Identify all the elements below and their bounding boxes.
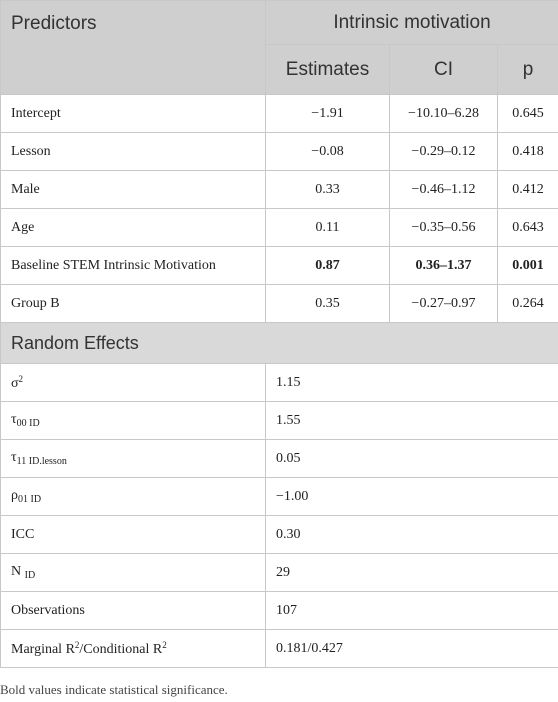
predictors-header: Predictors <box>1 1 266 95</box>
p-cell: 0.412 <box>498 171 558 209</box>
predictor-label: Intercept <box>1 95 266 133</box>
estimate-cell: 0.35 <box>266 285 390 323</box>
random-effects-header: Random Effects <box>1 323 558 364</box>
p-cell: 0.645 <box>498 95 558 133</box>
table-row <box>1 209 558 247</box>
intrinsic-motivation-header: Intrinsic motivation <box>266 1 558 45</box>
estimate-cell: 0.11 <box>266 209 390 247</box>
rho01-label: $\rho_{01 ID}$ <box>1 478 266 516</box>
icc-label: ICC <box>1 516 266 554</box>
ci-header: CI <box>390 45 498 95</box>
estimate-cell: −1.91 <box>266 95 390 133</box>
predictor-label: Male <box>1 171 266 209</box>
table-row <box>1 478 558 516</box>
predictor-label: Age <box>1 209 266 247</box>
table-row <box>1 402 558 440</box>
predictor-label: Lesson <box>1 133 266 171</box>
table-row <box>1 247 558 285</box>
table-row <box>1 554 558 592</box>
table-row <box>1 440 558 478</box>
estimate-cell: 0.87 <box>266 247 390 285</box>
icc-value: 0.30 <box>266 516 558 554</box>
p-cell: 0.001 <box>498 247 558 285</box>
tau11-value: 0.05 <box>266 440 558 478</box>
observations-label: Observations <box>1 592 266 630</box>
estimates-header: Estimates <box>266 45 390 95</box>
sigma-squared-label: $\sigma^2$ <box>1 364 266 402</box>
estimate-cell: 0.33 <box>266 171 390 209</box>
p-cell: 0.418 <box>498 133 558 171</box>
n-id-value: 29 <box>266 554 558 592</box>
sigma-squared-value: 1.15 <box>266 364 558 402</box>
table-row <box>1 95 558 133</box>
r-squared-label: Marginal $R^2$/Conditional $R^2$ <box>1 630 266 668</box>
ci-cell: −0.27–0.97 <box>390 285 498 323</box>
ci-cell: −0.29–0.12 <box>390 133 498 171</box>
p-cell: 0.643 <box>498 209 558 247</box>
rho01-value: −1.00 <box>266 478 558 516</box>
table-row <box>1 171 558 209</box>
table-row <box>1 516 558 554</box>
r-squared-value: 0.181/0.427 <box>266 630 558 668</box>
ci-cell: −10.10–6.28 <box>390 95 498 133</box>
table-row <box>1 592 558 630</box>
tau11-label: $\tau_{11 ID.lesson}$ <box>1 440 266 478</box>
table-row <box>1 630 558 668</box>
ci-cell: 0.36–1.37 <box>390 247 498 285</box>
tau00-value: 1.55 <box>266 402 558 440</box>
n-id-label: N $_{ID}$ <box>1 554 266 592</box>
p-header: p <box>498 45 558 95</box>
p-cell: 0.264 <box>498 285 558 323</box>
estimate-cell: −0.08 <box>266 133 390 171</box>
footnote: Bold values indicate statistical significance. <box>0 682 228 697</box>
observations-value: 107 <box>266 592 558 630</box>
tau00-label: $\tau_{00 ID}$ <box>1 402 266 440</box>
table-row <box>1 133 558 171</box>
predictor-label: Baseline STEM Intrinsic Motivation <box>1 247 266 285</box>
predictor-label: Group B <box>1 285 266 323</box>
table-row <box>1 364 558 402</box>
table-row <box>1 285 558 323</box>
ci-cell: −0.46–1.12 <box>390 171 498 209</box>
ci-cell: −0.35–0.56 <box>390 209 498 247</box>
